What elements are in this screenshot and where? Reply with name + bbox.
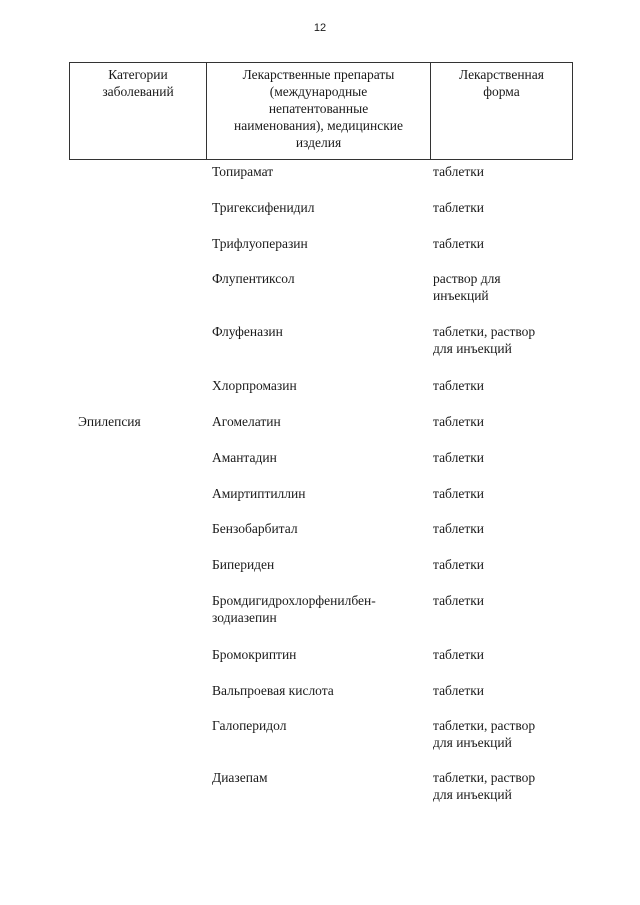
form-cell	[433, 646, 573, 663]
drug-line: Амиртиптиллин	[212, 486, 306, 501]
drug-line: зодиазепин	[212, 610, 277, 625]
drug-line: Флупентиксол	[212, 271, 295, 286]
form-line: таблетки	[433, 236, 485, 251]
form-line: таблетки	[433, 378, 485, 393]
form-line: для инъекций	[433, 341, 512, 356]
drug-cell	[212, 556, 422, 573]
drug-cell	[212, 682, 422, 699]
drug-cell	[212, 520, 422, 537]
header-line: Лекарственные препараты	[242, 67, 395, 82]
form-cell	[433, 413, 573, 430]
drug-line: Бромдигидрохлорфенилбен-	[212, 593, 376, 608]
form-line: таблетки	[433, 164, 485, 179]
form-cell	[433, 323, 573, 357]
drug-line: Тригексифенидил	[212, 200, 315, 215]
form-cell	[433, 449, 573, 466]
form-line: таблетки	[433, 486, 485, 501]
drug-cell	[212, 592, 422, 626]
form-line: таблетки, раствор	[433, 770, 536, 785]
form-cell	[433, 163, 573, 180]
drug-line: Бромокриптин	[212, 647, 297, 662]
form-line: таблетки	[433, 200, 485, 215]
drug-cell	[212, 377, 422, 394]
header-line: (международные	[269, 84, 368, 99]
form-cell	[433, 377, 573, 394]
form-line: для инъекций	[433, 735, 512, 750]
form-cell	[433, 199, 573, 216]
drug-cell	[212, 485, 422, 502]
form-line: таблетки	[433, 557, 485, 572]
drug-line: Диазепам	[212, 770, 268, 785]
form-line: таблетки	[433, 683, 485, 698]
form-line: раствор для	[433, 271, 501, 286]
form-cell	[433, 235, 573, 252]
form-line: таблетки	[433, 414, 485, 429]
form-cell	[433, 270, 573, 304]
page-number: 12	[313, 22, 327, 34]
form-cell	[433, 485, 573, 502]
drug-line: Галоперидол	[212, 718, 287, 733]
drug-cell	[212, 270, 422, 287]
form-line: таблетки, раствор	[433, 718, 536, 733]
drug-line: Бипериден	[212, 557, 275, 572]
drug-cell	[212, 163, 422, 180]
header-line: форма	[483, 84, 520, 99]
drug-cell	[212, 235, 422, 252]
drug-line: Бензобарбитал	[212, 521, 298, 536]
form-line: таблетки, раствор	[433, 324, 536, 339]
form-line: для инъекций	[433, 787, 512, 802]
form-line: таблетки	[433, 450, 485, 465]
drug-line: Трифлуоперазин	[212, 236, 308, 251]
form-line: инъекций	[433, 288, 489, 303]
header-line: заболеваний	[102, 84, 174, 99]
header-line: непатентованные	[268, 101, 369, 116]
drug-cell	[212, 646, 422, 663]
form-cell	[433, 556, 573, 573]
category-cell: Эпилепсия	[78, 414, 141, 429]
drug-cell	[212, 769, 422, 786]
drug-line: Топирамат	[212, 164, 274, 179]
form-cell	[433, 520, 573, 537]
form-cell	[433, 717, 573, 751]
form-cell	[433, 592, 573, 609]
drug-cell	[212, 413, 422, 430]
header-line: наименования), медицинские	[234, 118, 403, 133]
drug-line: Агомелатин	[212, 414, 281, 429]
drug-line: Хлорпромазин	[212, 378, 297, 393]
drug-line: Вальпроевая кислота	[212, 683, 334, 698]
drug-cell	[212, 323, 422, 340]
drug-line: Амантадин	[212, 450, 277, 465]
form-cell	[433, 769, 573, 803]
header-line: Категории	[108, 67, 168, 82]
header-line: Лекарственная	[459, 67, 544, 82]
form-line: таблетки	[433, 593, 485, 608]
drug-cell	[212, 449, 422, 466]
header-line: изделия	[295, 135, 342, 150]
form-line: таблетки	[433, 647, 485, 662]
drug-cell	[212, 717, 422, 734]
form-cell	[433, 682, 573, 699]
drug-line: Флуфеназин	[212, 324, 283, 339]
drug-cell	[212, 199, 422, 216]
form-line: таблетки	[433, 521, 485, 536]
